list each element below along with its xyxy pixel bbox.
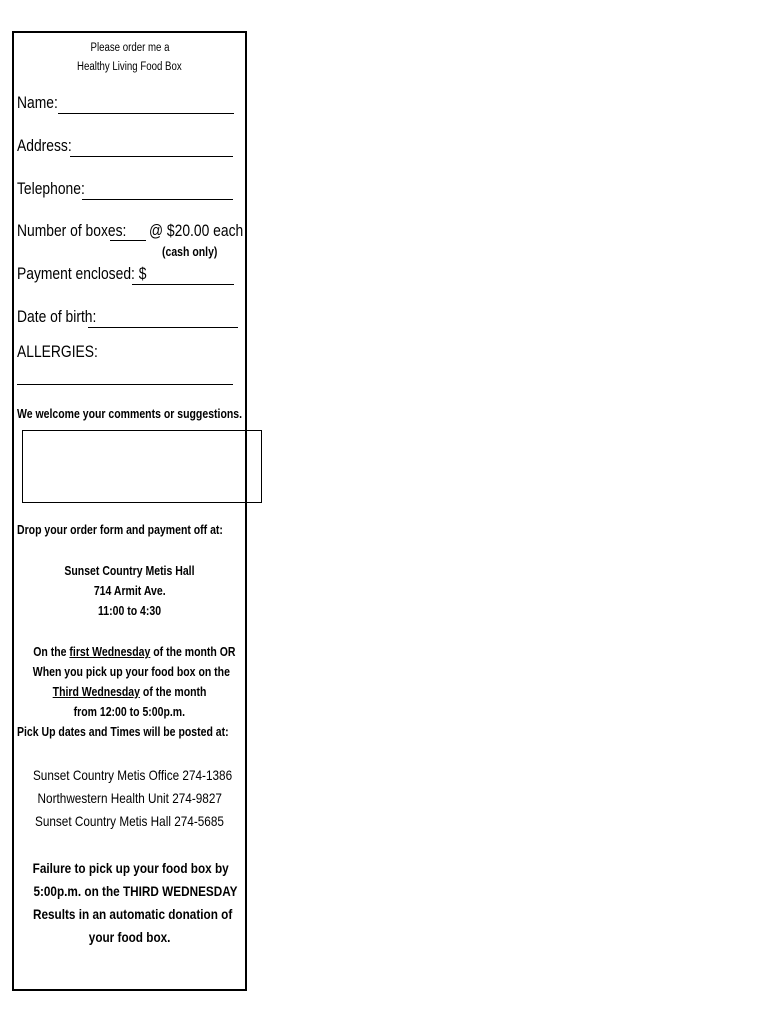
form-title-line1: Please order me a bbox=[90, 42, 169, 54]
order-form bbox=[12, 31, 247, 991]
boxes-label: Number of boxes: bbox=[17, 222, 127, 240]
dropoff-place: Sunset Country Metis Hall bbox=[64, 564, 195, 578]
name-field[interactable] bbox=[58, 113, 234, 114]
dropoff-line-a: On the first Wednesday of the month OR bbox=[33, 645, 236, 659]
pickup-label: Pick Up dates and Times will be posted at: bbox=[17, 725, 229, 739]
allergies-label: ALLERGIES: bbox=[17, 343, 98, 361]
dropoff-label: Drop your order form and payment off at: bbox=[17, 523, 223, 537]
telephone-field[interactable] bbox=[82, 199, 233, 200]
dropoff-hours: 11:00 to 4:30 bbox=[97, 604, 162, 618]
dropoff-line-c: Third Wednesday of the month bbox=[52, 685, 207, 699]
dropoff-address: 714 Armit Ave. bbox=[93, 584, 166, 598]
comments-textbox[interactable] bbox=[22, 430, 262, 503]
price-text: @ $20.00 each bbox=[149, 222, 244, 240]
telephone-label: Telephone: bbox=[17, 180, 85, 198]
pickup-office: Sunset Country Metis Office 274-1386 bbox=[32, 767, 233, 783]
payment-label: Payment enclosed: $ bbox=[17, 265, 147, 283]
dropoff-line-b: When you pick up your food box on the bbox=[32, 665, 230, 679]
address-field[interactable] bbox=[70, 156, 233, 157]
dropoff-line-d: from 12:00 to 5:00p.m. bbox=[73, 705, 186, 719]
notice-line4: your food box. bbox=[88, 929, 171, 945]
notice-line2: 5:00p.m. on the THIRD WEDNESDAY bbox=[33, 883, 238, 899]
address-label: Address: bbox=[17, 137, 72, 155]
comments-label: We welcome your comments or suggestions. bbox=[17, 407, 243, 421]
pickup-health-unit: Northwestern Health Unit 274-9827 bbox=[37, 790, 222, 806]
dob-label: Date of birth: bbox=[17, 308, 97, 326]
pickup-hall: Sunset Country Metis Hall 274-5685 bbox=[35, 813, 224, 829]
allergies-field[interactable] bbox=[17, 384, 233, 385]
dob-field[interactable] bbox=[88, 327, 238, 328]
boxes-field[interactable] bbox=[110, 240, 146, 241]
cash-only-note: (cash only) bbox=[162, 245, 218, 259]
notice-line1: Failure to pick up your food box by bbox=[32, 860, 229, 876]
form-title-line2: Healthy Living Food Box bbox=[77, 61, 182, 73]
payment-field[interactable] bbox=[132, 284, 234, 285]
name-label: Name: bbox=[17, 94, 58, 112]
notice-line3: Results in an automatic donation of bbox=[32, 906, 233, 922]
